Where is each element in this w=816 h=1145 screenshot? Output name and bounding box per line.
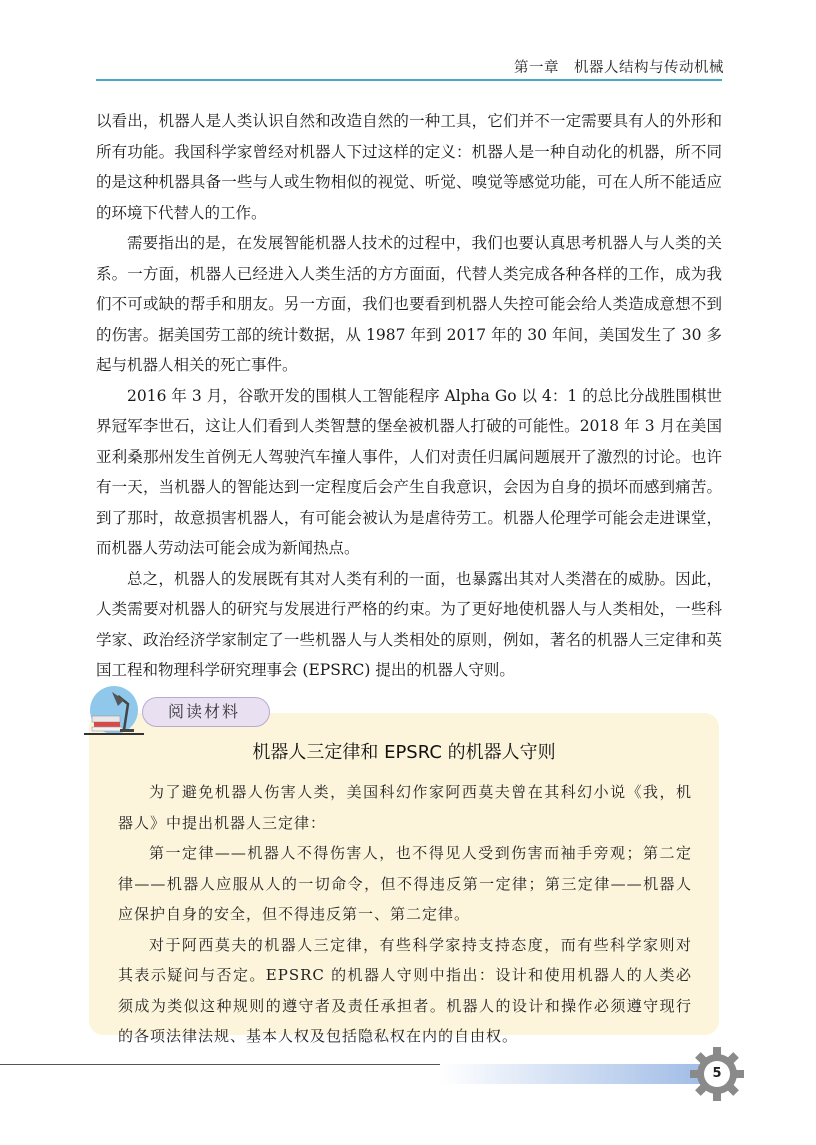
- paragraph: 总之，机器人的发展既有其对人类有利的一面，也暴露出其对人类潜在的威胁。因此，人类需要对机器人的研究与发展进行严格的约束。为了更好地使机器人与人类相处，一些科学家、政治经济学家制定了一些机器人与人类相处的原则，例如，著名的机器人三定律和英国工程和物理科学研究理事会 (EPSRC) 提出的机器人守则。: [96, 569, 722, 679]
- paragraph: 第一定律——机器人不得伤害人，也不得见人受到伤害而袖手旁观；第二定律——机器人应服从人的一切命令，但不得违反第一定律；第三定律——机器人应保护自身的安全，但不得违反第一、第二定律。: [118, 844, 692, 923]
- reading-material-label: 阅读材料: [168, 702, 241, 721]
- chapter-title: 第一章 机器人结构与传动机械: [514, 60, 724, 76]
- reading-text: [118, 777, 692, 1052]
- main-text: [96, 106, 722, 686]
- page-number: 5: [712, 1066, 722, 1081]
- paragraph: 需要指出的是，在发展智能机器人技术的过程中，我们也要认真思考机器人与人类的关系。一方面，机器人已经进入人类生活的方方面面，代替人类完成各种各样的工作，成为我们不可或缺的帮手和朋友。另一方面，我们也要看到机器人失控可能会给人类造成意想不到的伤害。据美国劳工部的统计数据，从 1987 年到 2017 年的 30 年间，美国发生了 30 多起与机器人相关的死亡事件。: [96, 234, 722, 374]
- footer-divider: [0, 1064, 440, 1065]
- header-divider: [96, 79, 722, 81]
- paragraph: 2016 年 3 月，谷歌开发的围棋人工智能程序 Alpha Go 以 4：1 的总比分战胜围棋世界冠军李世石，这让人们看到人类智慧的堡垒被机器人打破的可能性。2018 年 3 月在美国亚利桑那州发生首例无人驾驶汽车撞人事件，人们对责任归属问题展开了激烈的讨论。也许有一天，当机器人的智能达到一定程度后会产生自我意识，会因为自身的损坏而感到痛苦。到了那时，故意损害机器人，有可能会被认为是虐待劳工。机器人伦理学可能会走进课堂，而机器人劳动法可能会成为新闻热点。: [96, 386, 722, 557]
- desk-lamp-icon: [84, 686, 148, 738]
- reading-title: 机器人三定律和 EPSRC 的机器人守则: [252, 742, 556, 763]
- footer-gradient-bar: [440, 1064, 708, 1084]
- paragraph: 对于阿西莫夫的机器人三定律，有些科学家持支持态度，而有些科学家则对其表示疑问与否定。EPSRC 的机器人守则中指出：设计和使用机器人的人类必须成为类似这种规则的遵守者及责任承担者。机器人的设计和操作必须遵守现行的各项法律法规、基本人权及包括隐私权在内的自由权。: [118, 935, 692, 1045]
- paragraph: 为了避免机器人伤害人类，美国科幻作家阿西莫夫曾在其科幻小说《我，机器人》中提出机器人三定律：: [118, 783, 692, 832]
- paragraph: 以看出，机器人是人类认识自然和改造自然的一种工具，它们并不一定需要具有人的外形和所有功能。我国科学家曾经对机器人下过这样的定义：机器人是一种自动化的机器，所不同的是这种机器具备一些与人或生物相似的视觉、听觉、嗅觉等感觉功能，可在人所不能适应的环境下代替人的工作。: [96, 112, 722, 222]
